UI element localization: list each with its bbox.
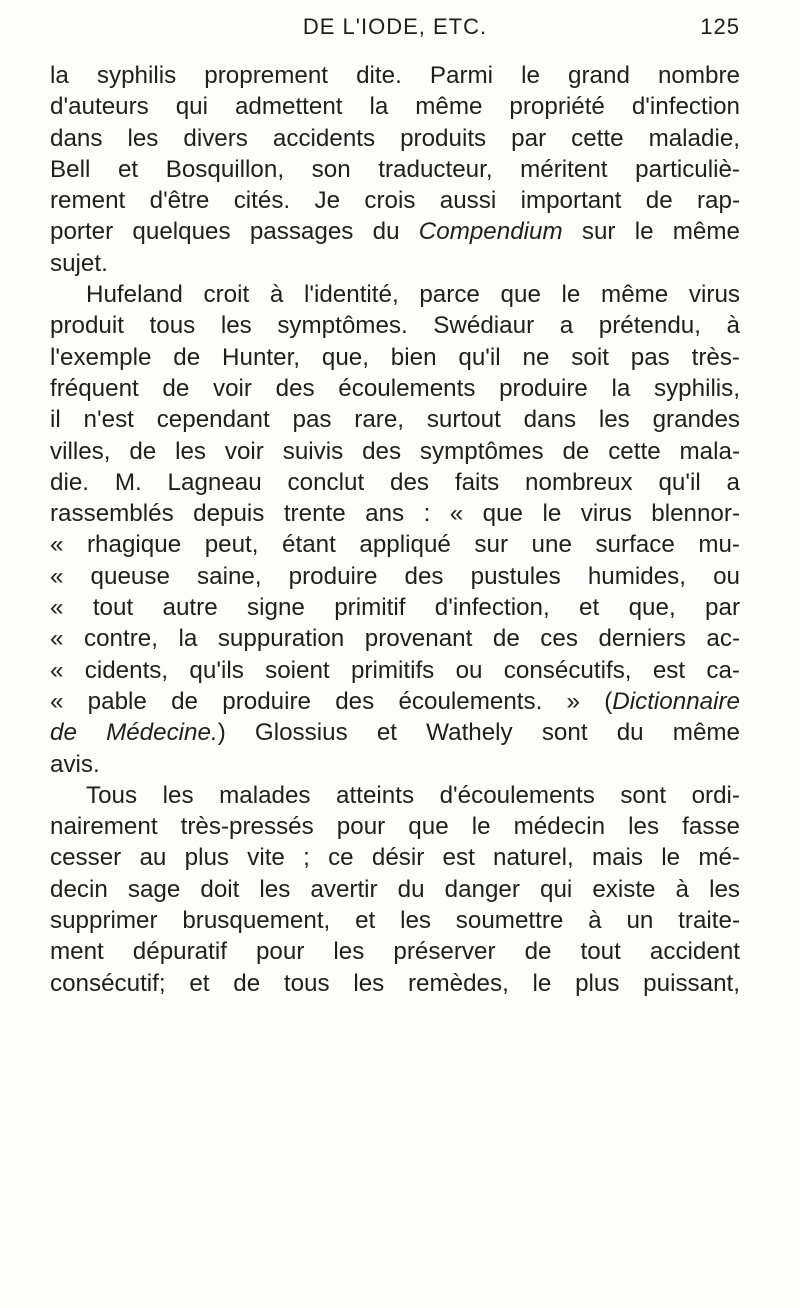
- text-line: [50, 623, 740, 654]
- italic-text: Compendium: [418, 218, 563, 246]
- text-run: produit tous les symptômes. Swédiaur a prétendu, à: [50, 312, 740, 340]
- text-run: nairement très-pressés pour que le médecin les fasse: [50, 813, 740, 841]
- text-line: [50, 342, 740, 373]
- text-run: l'exemple de Hunter, que, bien qu'il ne soit pas très-: [50, 343, 740, 371]
- text-line: [50, 310, 740, 341]
- text-line: [50, 811, 740, 842]
- text-line: [50, 968, 740, 999]
- body-text: [50, 60, 740, 999]
- text-line: [50, 529, 740, 560]
- text-line: [50, 498, 740, 529]
- text-run: porter quelques passages du: [50, 218, 419, 246]
- text-line: [50, 655, 740, 686]
- text-line: [50, 279, 740, 310]
- text-run: rement d'être cités. Je crois aussi important de rap-: [50, 187, 740, 215]
- running-title: DE L'IODE, ETC.: [302, 14, 488, 39]
- text-run: « contre, la suppuration provenant de ces derniers ac-: [50, 625, 740, 653]
- text-line: [50, 404, 740, 435]
- text-run: « rhagique peut, étant appliqué sur une surface mu-: [50, 531, 740, 559]
- text-line: [50, 467, 740, 498]
- text-run: sujet.: [50, 249, 108, 277]
- text-run: « pable de produire des écoulements. » (: [50, 687, 613, 715]
- text-line: [50, 717, 740, 748]
- text-run: fréquent de voir des écoulements produire la syphilis,: [50, 374, 740, 402]
- text-run: Hufeland croit à l'identité, parce que le même virus: [86, 281, 740, 309]
- text-run: ) Glossius et Wathely sont du même: [217, 719, 740, 747]
- text-run: il n'est cependant pas rare, surtout dans les grandes: [50, 406, 740, 434]
- text-line: [50, 123, 740, 154]
- text-line: [50, 686, 740, 717]
- text-line: [50, 373, 740, 404]
- italic-text: de Médecine.: [50, 719, 218, 747]
- text-run: villes, de les voir suivis des symptômes de cette mala-: [50, 437, 740, 465]
- text-line: [50, 185, 740, 216]
- text-line: [50, 905, 740, 936]
- text-run: sur le même: [562, 218, 740, 246]
- text-line: [50, 874, 740, 905]
- italic-text: Dictionnaire: [612, 687, 740, 715]
- text-run: « cidents, qu'ils soient primitifs ou consécutifs, est ca-: [50, 656, 740, 684]
- text-run: die. M. Lagneau conclut des faits nombreux qu'il a: [50, 468, 740, 496]
- text-run: la syphilis proprement dite. Parmi le grand nombre: [50, 62, 740, 89]
- text-run: cesser au plus vite ; ce désir est naturel, mais le mé-: [50, 844, 740, 872]
- text-line: [50, 842, 740, 873]
- text-run: « tout autre signe primitif d'infection, et que, par: [50, 594, 740, 622]
- text-line: [50, 936, 740, 967]
- text-line: [50, 436, 740, 467]
- text-line: [50, 154, 740, 185]
- text-line: [50, 216, 740, 247]
- text-line: [50, 561, 740, 592]
- running-head: [50, 8, 740, 48]
- text-run: Bell et Bosquillon, son traducteur, méritent particuliè-: [50, 155, 740, 183]
- text-run: « queuse saine, produire des pustules humides, ou: [50, 562, 740, 590]
- page-number: 125: [700, 14, 740, 39]
- text-line: [50, 91, 740, 122]
- text-run: decin sage doit les avertir du danger qui existe à les: [50, 875, 740, 903]
- text-line: [50, 592, 740, 623]
- text-run: consécutif; et de tous les remèdes, le plus puissant,: [50, 969, 740, 997]
- text-run: d'auteurs qui admettent la même propriété d'infection: [50, 93, 740, 121]
- text-run: Tous les malades atteints d'écoulements sont ordi-: [86, 781, 740, 809]
- text-run: ment dépuratif pour les préserver de tout accident: [50, 938, 740, 966]
- text-line: [50, 749, 740, 780]
- text-line: [50, 780, 740, 811]
- text-line: [50, 248, 740, 279]
- text-line: [50, 60, 740, 91]
- text-run: supprimer brusquement, et les soumettre à un traite-: [50, 907, 740, 935]
- text-run: avis.: [50, 750, 100, 778]
- text-run: rassemblés depuis trente ans : « que le virus blennor-: [50, 500, 740, 528]
- text-run: dans les divers accidents produits par cette maladie,: [50, 124, 740, 152]
